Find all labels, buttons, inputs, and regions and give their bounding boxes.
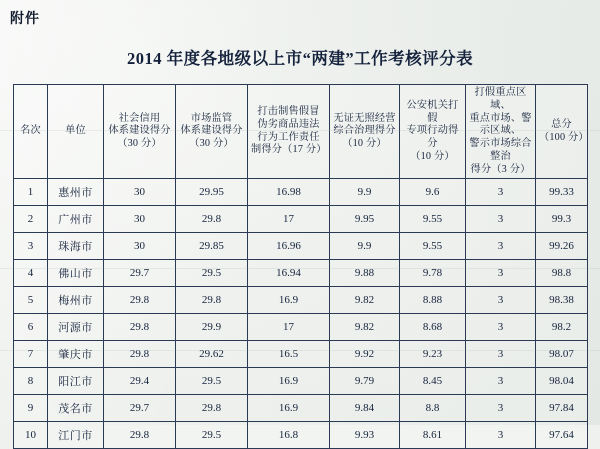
cell-key-area-rectification: 3 <box>466 368 536 395</box>
cell-rank: 10 <box>14 422 48 449</box>
col4-l2: 伪劣商品违法 <box>257 118 320 130</box>
column-header-counterfeit-crackdown <box>248 85 330 179</box>
cell-unlicensed-business: 9.82 <box>330 314 400 341</box>
col3-l1: 市场监管 <box>190 112 233 124</box>
col7-l1: 打假重点区域、 <box>474 87 527 111</box>
col5-l2: 综合治理得分 <box>333 125 396 137</box>
cell-unlicensed-business: 9.82 <box>330 287 400 314</box>
cell-counterfeit-crackdown: 17 <box>248 206 330 233</box>
cell-market-supervision: 29.62 <box>176 341 248 368</box>
col6-l2: 专项行动得分 <box>406 125 459 149</box>
cell-police-action: 8.68 <box>400 314 466 341</box>
col4-l3: 行为工作责任 <box>257 131 320 143</box>
cell-police-action: 9.23 <box>400 341 466 368</box>
cell-unit: 肇庆市 <box>48 341 104 368</box>
cell-market-supervision: 29.85 <box>176 233 248 260</box>
cell-credit-system: 29.8 <box>104 287 176 314</box>
cell-unit: 河源市 <box>48 314 104 341</box>
cell-market-supervision: 29.5 <box>176 260 248 287</box>
cell-key-area-rectification: 3 <box>466 422 536 449</box>
cell-market-supervision: 29.8 <box>176 395 248 422</box>
cell-unlicensed-business: 9.9 <box>330 233 400 260</box>
cell-police-action: 9.55 <box>400 206 466 233</box>
col7-l4: 得分（3 分） <box>470 163 531 175</box>
cell-unit: 阳江市 <box>48 368 104 395</box>
cell-market-supervision: 29.5 <box>176 422 248 449</box>
cell-rank: 8 <box>14 368 48 395</box>
cell-counterfeit-crackdown: 16.5 <box>248 341 330 368</box>
cell-market-supervision: 29.8 <box>176 206 248 233</box>
col2-l1: 社会信用 <box>118 112 161 124</box>
cell-counterfeit-crackdown: 16.96 <box>248 233 330 260</box>
cell-rank: 7 <box>14 341 48 368</box>
cell-key-area-rectification: 3 <box>466 179 536 206</box>
cell-counterfeit-crackdown: 16.9 <box>248 368 330 395</box>
cell-key-area-rectification: 3 <box>466 341 536 368</box>
cell-unlicensed-business: 9.9 <box>330 179 400 206</box>
cell-total: 98.38 <box>536 287 588 314</box>
cell-market-supervision: 29.5 <box>176 368 248 395</box>
table-header-row <box>14 85 588 179</box>
cell-market-supervision: 29.8 <box>176 287 248 314</box>
col2-l3: （30 分） <box>117 138 162 149</box>
column-header-rank <box>14 85 48 179</box>
cell-police-action: 8.88 <box>400 287 466 314</box>
cell-key-area-rectification: 3 <box>466 287 536 314</box>
col8-l1: 总分 <box>551 118 572 130</box>
cell-credit-system: 29.4 <box>104 368 176 395</box>
cell-rank: 9 <box>14 395 48 422</box>
score-table-container <box>13 84 587 449</box>
table-row <box>14 368 588 395</box>
cell-credit-system: 29.8 <box>104 422 176 449</box>
cell-key-area-rectification: 3 <box>466 314 536 341</box>
column-header-unlicensed-business <box>330 85 400 179</box>
col2-l2: 体系建设得分 <box>108 125 171 137</box>
col5-l1: 无证无照经营 <box>333 112 396 124</box>
cell-police-action: 9.6 <box>400 179 466 206</box>
cell-total: 97.64 <box>536 422 588 449</box>
col4-l1: 打击制售假冒 <box>257 106 320 118</box>
cell-police-action: 9.78 <box>400 260 466 287</box>
cell-key-area-rectification: 3 <box>466 206 536 233</box>
cell-unlicensed-business: 9.88 <box>330 260 400 287</box>
cell-unit: 茂名市 <box>48 395 104 422</box>
col6-l1: 公安机关打假 <box>406 99 459 124</box>
cell-credit-system: 29.8 <box>104 341 176 368</box>
cell-total: 99.33 <box>536 179 588 206</box>
col6-l3: （10 分） <box>410 150 455 162</box>
column-header-credit-system <box>104 85 176 179</box>
cell-rank: 5 <box>14 287 48 314</box>
col8-l2: （100 分） <box>539 131 589 143</box>
cell-counterfeit-crackdown: 16.8 <box>248 422 330 449</box>
table-row <box>14 260 588 287</box>
column-header-police-action <box>400 85 466 179</box>
cell-unit: 佛山市 <box>48 260 104 287</box>
cell-key-area-rectification: 3 <box>466 233 536 260</box>
cell-total: 97.84 <box>536 395 588 422</box>
table-row <box>14 341 588 368</box>
table-row <box>14 314 588 341</box>
cell-market-supervision: 29.9 <box>176 314 248 341</box>
cell-rank: 4 <box>14 260 48 287</box>
cell-rank: 3 <box>14 233 48 260</box>
column-header-unit-l1: 单位 <box>65 125 86 137</box>
cell-total: 98.07 <box>536 341 588 368</box>
cell-police-action: 8.8 <box>400 395 466 422</box>
col3-l3: （30 分） <box>189 138 234 149</box>
table-row <box>14 287 588 314</box>
page-title: 2014 年度各地级以上市“两建”工作考核评分表 <box>126 49 474 68</box>
cell-police-action: 8.45 <box>400 368 466 395</box>
attachment-label: 附件 <box>10 12 40 27</box>
column-header-market-supervision <box>176 85 248 179</box>
cell-unit: 广州市 <box>48 206 104 233</box>
table-row <box>14 179 588 206</box>
cell-unlicensed-business: 9.95 <box>330 206 400 233</box>
cell-unlicensed-business: 9.79 <box>330 368 400 395</box>
cell-rank: 2 <box>14 206 48 233</box>
cell-market-supervision: 29.95 <box>176 179 248 206</box>
cell-unit: 江门市 <box>48 422 104 449</box>
cell-unlicensed-business: 9.92 <box>330 341 400 368</box>
cell-unit: 惠州市 <box>48 179 104 206</box>
cell-unlicensed-business: 9.93 <box>330 422 400 449</box>
cell-credit-system: 29.7 <box>104 395 176 422</box>
cell-credit-system: 29.7 <box>104 260 176 287</box>
cell-key-area-rectification: 3 <box>466 395 536 422</box>
cell-unit: 珠海市 <box>48 233 104 260</box>
col7-l3: 警示市场综合整治 <box>469 138 532 162</box>
cell-rank: 6 <box>14 314 48 341</box>
cell-credit-system: 30 <box>104 233 176 260</box>
col3-l2: 体系建设得分 <box>180 125 243 137</box>
col4-l4: 制得分（17 分） <box>251 144 327 156</box>
cell-police-action: 9.55 <box>400 233 466 260</box>
column-header-key-area-rectification <box>466 85 536 179</box>
cell-counterfeit-crackdown: 17 <box>248 314 330 341</box>
cell-total: 99.3 <box>536 206 588 233</box>
cell-key-area-rectification: 3 <box>466 260 536 287</box>
table-row <box>14 422 588 449</box>
cell-police-action: 8.61 <box>400 422 466 449</box>
cell-counterfeit-crackdown: 16.98 <box>248 179 330 206</box>
table-row <box>14 395 588 422</box>
cell-counterfeit-crackdown: 16.9 <box>248 287 330 314</box>
cell-total: 99.26 <box>536 233 588 260</box>
column-header-unit <box>48 85 104 179</box>
table-body <box>14 179 588 449</box>
score-table <box>13 84 588 449</box>
cell-total: 98.8 <box>536 260 588 287</box>
cell-total: 98.2 <box>536 314 588 341</box>
table-row <box>14 206 588 233</box>
column-header-total <box>536 85 588 179</box>
cell-credit-system: 30 <box>104 179 176 206</box>
cell-counterfeit-crackdown: 16.94 <box>248 260 330 287</box>
cell-counterfeit-crackdown: 16.9 <box>248 395 330 422</box>
column-header-rank-l1: 名次 <box>20 125 41 137</box>
cell-credit-system: 29.8 <box>104 314 176 341</box>
cell-credit-system: 30 <box>104 206 176 233</box>
cell-rank: 1 <box>14 179 48 206</box>
cell-total: 98.04 <box>536 368 588 395</box>
table-header <box>14 85 588 179</box>
table-row <box>14 233 588 260</box>
cell-unit: 梅州市 <box>48 287 104 314</box>
col7-l2: 重点市场、警示区域、 <box>469 112 532 137</box>
col5-l3: （10 分） <box>342 138 387 149</box>
cell-unlicensed-business: 9.84 <box>330 395 400 422</box>
